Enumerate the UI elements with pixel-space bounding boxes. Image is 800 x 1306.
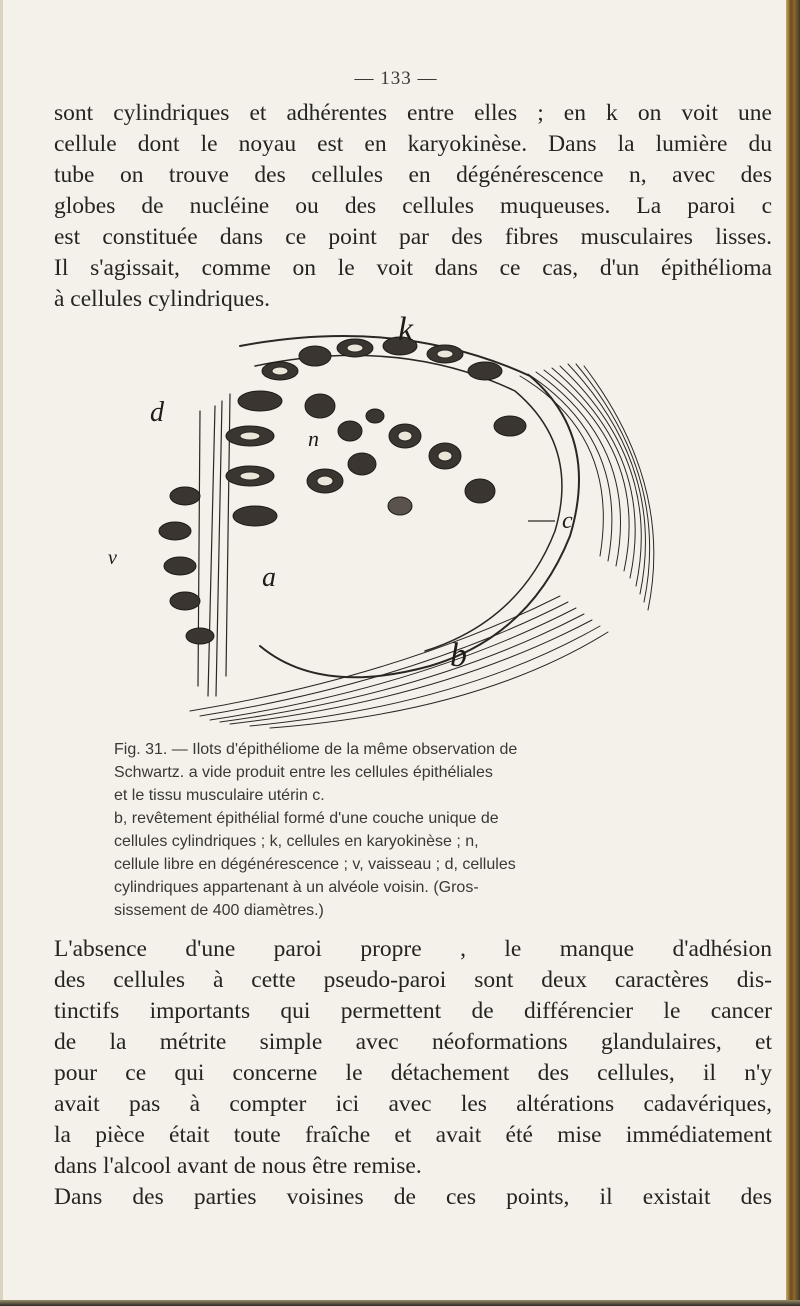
text-line: de la métrite simple avec néoformations glandulaires, et xyxy=(54,1029,772,1055)
text-line: Dans des parties voisines de ces points, il existait des xyxy=(54,1184,772,1210)
text-line: sont cylindriques et adhérentes entre elles ; en k on voit une xyxy=(54,100,772,126)
caption-line: sissement de 400 diamètres.) xyxy=(114,902,324,919)
figure-caption xyxy=(114,738,674,922)
label-b: b xyxy=(450,637,467,674)
page-edge-left xyxy=(0,0,3,1306)
page-edge-bottom xyxy=(0,1300,800,1306)
caption-line: Fig. 31. — Ilots d'épithéliome de la même observation de xyxy=(114,741,518,758)
top-paragraph xyxy=(54,98,772,315)
text-line: avait pas à compter ici avec les altérations cadavériques, xyxy=(54,1091,772,1117)
text-line: globes de nucléine ou des cellules muqueuses. La paroi c xyxy=(54,193,772,219)
text-line: Il s'agissait, comme on le voit dans ce cas, d'un épithélioma xyxy=(54,255,772,281)
caption-line: cylindriques appartenant à un alvéole voisin. (Gros- xyxy=(114,879,479,896)
text-line: pour ce qui concerne le détachement des cellules, il n'y xyxy=(54,1060,772,1086)
histology-figure xyxy=(100,316,720,734)
caption-line: cellules cylindriques ; k, cellules en karyokinèse ; n, xyxy=(114,833,479,850)
label-c: c xyxy=(562,508,573,534)
page-number: — 133 — xyxy=(354,68,438,89)
text-line: des cellules à cette pseudo-paroi sont deux caractères dis- xyxy=(54,967,772,993)
label-n: n xyxy=(308,426,319,451)
text-line: L'absence d'une paroi propre , le manque d'adhésion xyxy=(54,936,772,962)
text-line: à cellules cylindriques. xyxy=(54,286,270,312)
caption-line: et le tissu musculaire utérin c. xyxy=(114,787,325,804)
label-a: a xyxy=(262,562,276,593)
label-d: d xyxy=(150,397,164,428)
caption-line: b, revêtement épithélial formé d'une couche unique de xyxy=(114,810,499,827)
bottom-paragraph xyxy=(54,934,772,1213)
caption-line: Schwartz. a vide produit entre les cellules épithéliales xyxy=(114,764,493,781)
text-line: tube on trouve des cellules en dégénérescence n, avec des xyxy=(54,162,772,188)
text-line: dans l'alcool avant de nous être remise. xyxy=(54,1153,422,1179)
label-k: k xyxy=(398,316,414,348)
text-line: la pièce était toute fraîche et avait été mise immédiatement xyxy=(54,1122,772,1148)
text-line: tinctifs importants qui permettent de différencier le cancer xyxy=(54,998,772,1024)
text-line: est constituée dans ce point par des fibres musculaires lisses. xyxy=(54,224,772,250)
caption-line: cellule libre en dégénérescence ; v, vaisseau ; d, cellules xyxy=(114,856,516,873)
text-line: cellule dont le noyau est en karyokinèse. Dans la lumière du xyxy=(54,131,772,157)
page-edge-binding xyxy=(786,0,800,1306)
label-v: v xyxy=(108,547,117,569)
